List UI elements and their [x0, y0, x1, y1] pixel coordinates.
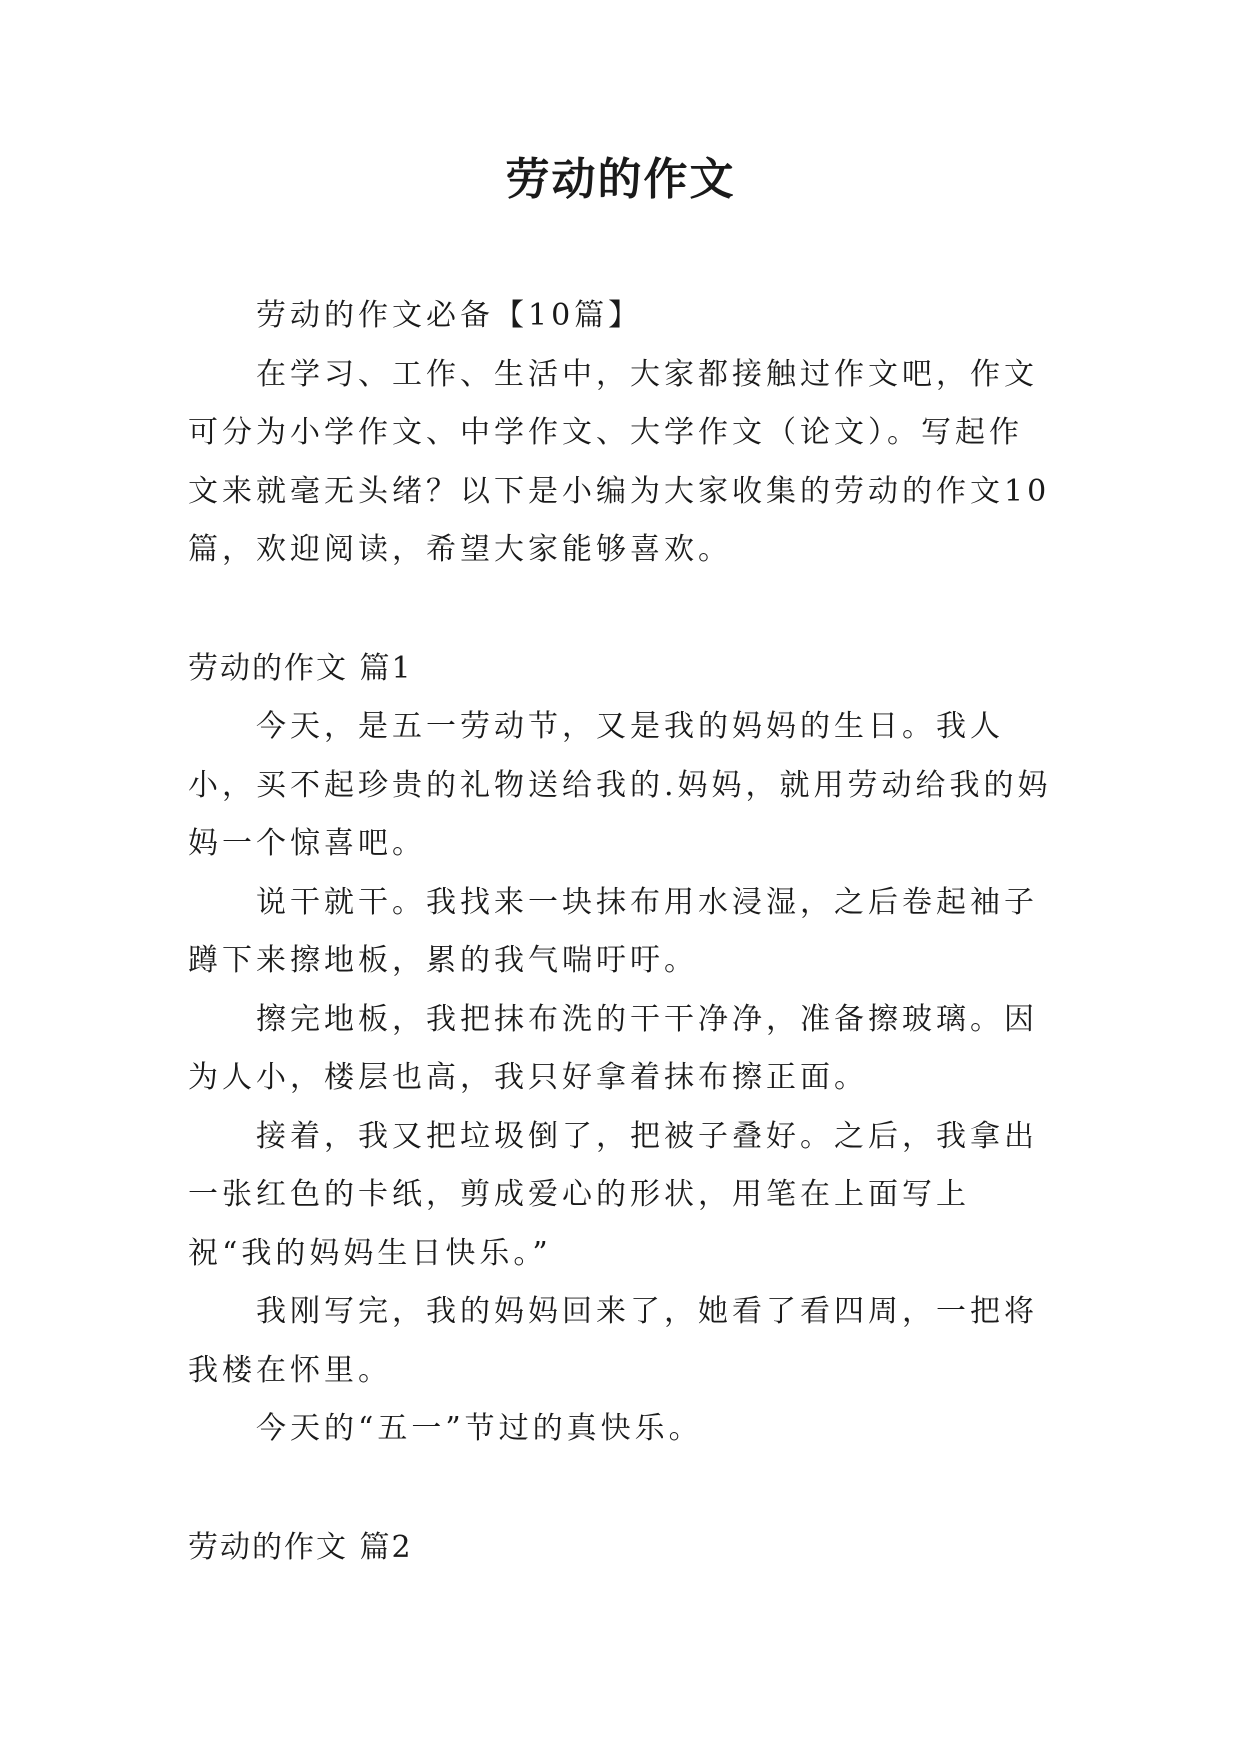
paragraph: 接着，我又把垃圾倒了，把被子叠好。之后，我拿出一张红色的卡纸，剪成爱心的形状，用笔在上面写上祝“我的妈妈生日快乐。” [188, 1118, 1038, 1271]
paragraph: 擦完地板，我把抹布洗的干干净净，准备擦玻璃。因为人小，楼层也高，我只好拿着抹布擦正面。 [188, 1001, 1038, 1095]
document-body [188, 287, 1054, 1577]
intro-paragraph: 在学习、工作、生活中，大家都接触过作文吧，作文可分为小学作文、中学作文、大学作文（论文）。写起作文来就毫无头绪？以下是小编为大家收集的劳动的作文10篇，欢迎阅读，希望大家能够喜欢。 [188, 356, 1051, 567]
section-spacer [188, 580, 1054, 640]
paragraph: 今天的“五一”节过的真快乐。 [256, 1411, 703, 1446]
document-title: 劳动的作文 [505, 154, 736, 205]
paragraph: 我刚写完，我的妈妈回来了，她看了看四周，一把将我楼在怀里。 [188, 1294, 1038, 1388]
section-heading-2: 劳动的作文 篇2 [188, 1529, 413, 1565]
paragraph: 今天，是五一劳动节，又是我的妈妈的生日。我人小，买不起珍贵的礼物送给我的.妈妈，就用劳动给我的妈妈一个惊喜吧。 [188, 709, 1052, 861]
intro-line: 劳动的作文必备【10篇】 [256, 298, 643, 333]
section-spacer [188, 1459, 1054, 1519]
paragraph: 说干就干。我找来一块抹布用水浸湿，之后卷起袖子蹲下来擦地板，累的我气喘吁吁。 [188, 884, 1038, 978]
section-heading-1: 劳动的作文 篇1 [188, 650, 413, 686]
